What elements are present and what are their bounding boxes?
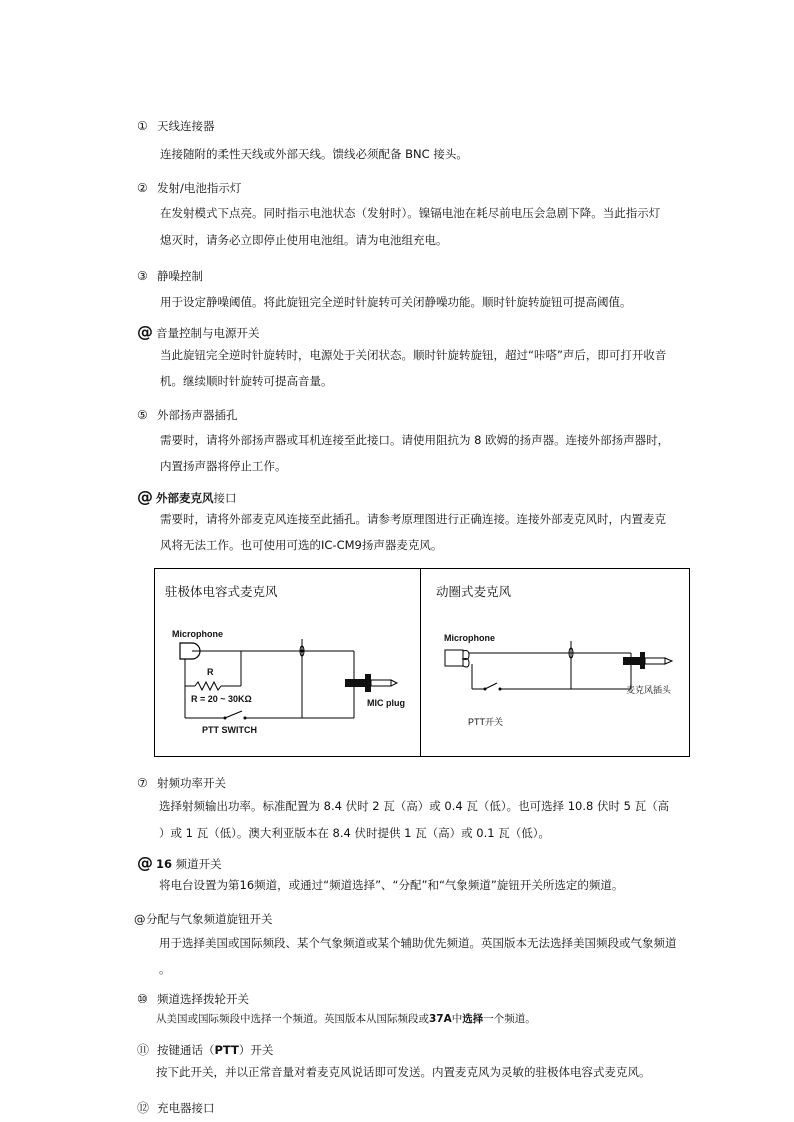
ptt-switch-label: PTT开关: [468, 717, 503, 727]
text-run-bold: 37A: [429, 1013, 452, 1025]
section-heading-tx-battery-indicator: [137, 180, 241, 196]
mic-plug-tip: [645, 658, 665, 664]
section-title: 发射/电池指示灯: [157, 181, 242, 195]
section-heading-ext-mic: [137, 487, 237, 506]
section-heading-volume-power: [137, 322, 260, 341]
text-run-bold: 选择: [462, 1013, 484, 1025]
section-title-bold: 外部麦克风: [156, 491, 214, 505]
paragraph-line: 按下此开关，并以正常音量对着麦克风说话即可发送。内置麦克风为灵敏的驻极体电容式麦克风。: [156, 1065, 651, 1079]
paragraph-line: 需要时，请将外部麦克风连接至此插孔。请参考原理图进行正确连接。连接外部麦克风时，内置麦克: [160, 512, 666, 526]
paragraph-line: 将电台设置为第16频道，或通过“频道选择”、“分配”和“气象频道”旋钮开关所选定的频道。: [159, 878, 624, 892]
section-heading-ptt: [137, 1041, 273, 1058]
paragraph-line: 熄灭时，请务必立即停止使用电池组。请为电池组充电。: [160, 233, 448, 247]
item-number: @: [137, 322, 153, 341]
section-title: 静噪控制: [157, 269, 203, 283]
section-heading-assign-weather: [134, 911, 273, 927]
item-number: @: [134, 912, 146, 926]
mic-wiring-diagram: [154, 568, 690, 757]
item-number: @: [137, 487, 153, 506]
wiring-schematic: [155, 569, 691, 758]
ptt-switch-symbol: [225, 711, 242, 718]
ptt-switch-symbol: [485, 683, 497, 689]
mic-plug-point: [391, 680, 397, 686]
section-heading-antenna: [137, 118, 215, 134]
paragraph-line: 机。继续顺时针旋转可提高音量。: [160, 374, 333, 388]
section-heading-ch16: [137, 853, 222, 872]
section-title-bold: PTT: [214, 1043, 239, 1057]
section-title: 天线连接器: [157, 119, 215, 133]
paragraph-line: 在发射模式下点亮。同时指示电池状态（发射时）。镍镉电池在耗尽前电压会急剧下降。当此指示灯: [160, 206, 661, 220]
switch-contact: [244, 717, 247, 720]
item-number: ⑤: [137, 408, 148, 422]
mic-plug-collar: [640, 652, 645, 669]
section-title-b: ）开关: [238, 1043, 274, 1057]
paragraph-line: 内置扬声器将停止工作。: [160, 459, 287, 473]
paragraph-line: 需要时，请将外部扬声器或耳机连接至此接口。请使用阻抗为 8 欧姆的扬声器。连接外部扬声器时，: [160, 433, 670, 447]
section-heading-squelch: [137, 268, 203, 284]
section-title: 分配与气象频道旋钮开关: [146, 912, 273, 926]
switch-contact: [484, 688, 487, 691]
ptt-switch-label: PTT SWITCH: [202, 725, 257, 735]
mic-plug-collar: [365, 674, 371, 692]
mic-plug-point: [665, 658, 672, 664]
section-title-rest: 接口: [213, 491, 237, 505]
item-number: ⑩: [137, 992, 148, 1006]
mic-plug-tip: [371, 680, 391, 686]
mic-plug-body: [623, 657, 640, 665]
mic-plug-body: [345, 679, 365, 687]
paragraph-line: 。: [159, 962, 171, 976]
item-number: ⑫: [137, 1101, 150, 1115]
section-heading-channel-selector: [137, 991, 249, 1007]
electret-mic-title: 驻极体电容式麦克风: [165, 584, 278, 599]
mic-plug-label: MIC plug: [367, 698, 405, 708]
mic-coil-symbol: [463, 651, 469, 668]
resistor-value-label: R = 20 ~ 30KΩ: [191, 694, 252, 704]
paragraph-line: 用于选择美国或国际频段、某个气象频道或某个辅助优先频道。英国版本无法选择美国频段或气象频道: [159, 936, 677, 950]
text-run: 中: [451, 1013, 463, 1025]
section-title-a: 按键通话（: [157, 1043, 215, 1057]
section-title: 频道选择拨轮开关: [157, 992, 249, 1006]
paragraph-line: [156, 1011, 536, 1026]
section-heading-charger: [137, 1099, 215, 1116]
paragraph-line: 当此旋钮完全逆时针旋转时，电源处于关闭状态。顺时针旋转旋钮，超过“咔嗒”声后，即可打开收音: [160, 348, 667, 362]
microphone-symbol: [445, 650, 463, 666]
paragraph-line: 风将无法工作。也可使用可选的IC-CM9扬声器麦克风。: [160, 538, 443, 552]
item-number: ②: [137, 181, 148, 195]
section-title-rest: 频道开关: [172, 857, 222, 871]
item-number: ⑦: [137, 776, 148, 790]
text-run: 一个频道。: [483, 1013, 536, 1025]
item-number: ⑪: [137, 1043, 150, 1057]
dynamic-mic-title: 动圈式麦克风: [436, 584, 512, 599]
section-title: 音量控制与电源开关: [156, 326, 260, 340]
section-heading-rf-power: [137, 775, 226, 791]
text-run: 从美国或国际频段中选择一个频道。英国版本从国际频段或: [156, 1013, 429, 1025]
paragraph-line: 选择射频输出功率。标准配置为 8.4 伏时 2 瓦（高）或 0.4 瓦（低）。也可选择 10.8 伏时 5 瓦（高: [159, 799, 670, 813]
paragraph-line: ）或 1 瓦（低）。澳大利亚版本在 8.4 伏时提供 1 瓦（高）或 0.1 瓦（低）。: [159, 826, 550, 840]
section-title-bold: 16: [156, 857, 173, 871]
resistor-symbol: [195, 682, 221, 690]
microphone-label: Microphone: [444, 633, 495, 643]
item-number: @: [137, 853, 153, 872]
microphone-label: Microphone: [172, 629, 223, 639]
junction-dot: [300, 649, 303, 652]
mic-plug-label: 麦克风插头: [626, 685, 672, 695]
paragraph-line: 连接随附的柔性天线或外部天线。馈线必须配备 BNC 接头。: [160, 147, 468, 161]
section-title: 充电器接口: [157, 1101, 215, 1115]
item-number: ①: [137, 119, 148, 133]
section-title: 射频功率开关: [157, 776, 226, 790]
resistor-label: R: [207, 667, 214, 677]
item-number: ③: [137, 269, 148, 283]
section-heading-ext-speaker: [137, 407, 238, 423]
section-title: 外部扬声器插孔: [157, 408, 238, 422]
paragraph-line: 用于设定静噪阈值。将此旋钮完全逆时针旋转可关闭静噪功能。顺时针旋转旋钮可提高阈值。: [160, 295, 632, 309]
switch-contact: [224, 717, 227, 720]
